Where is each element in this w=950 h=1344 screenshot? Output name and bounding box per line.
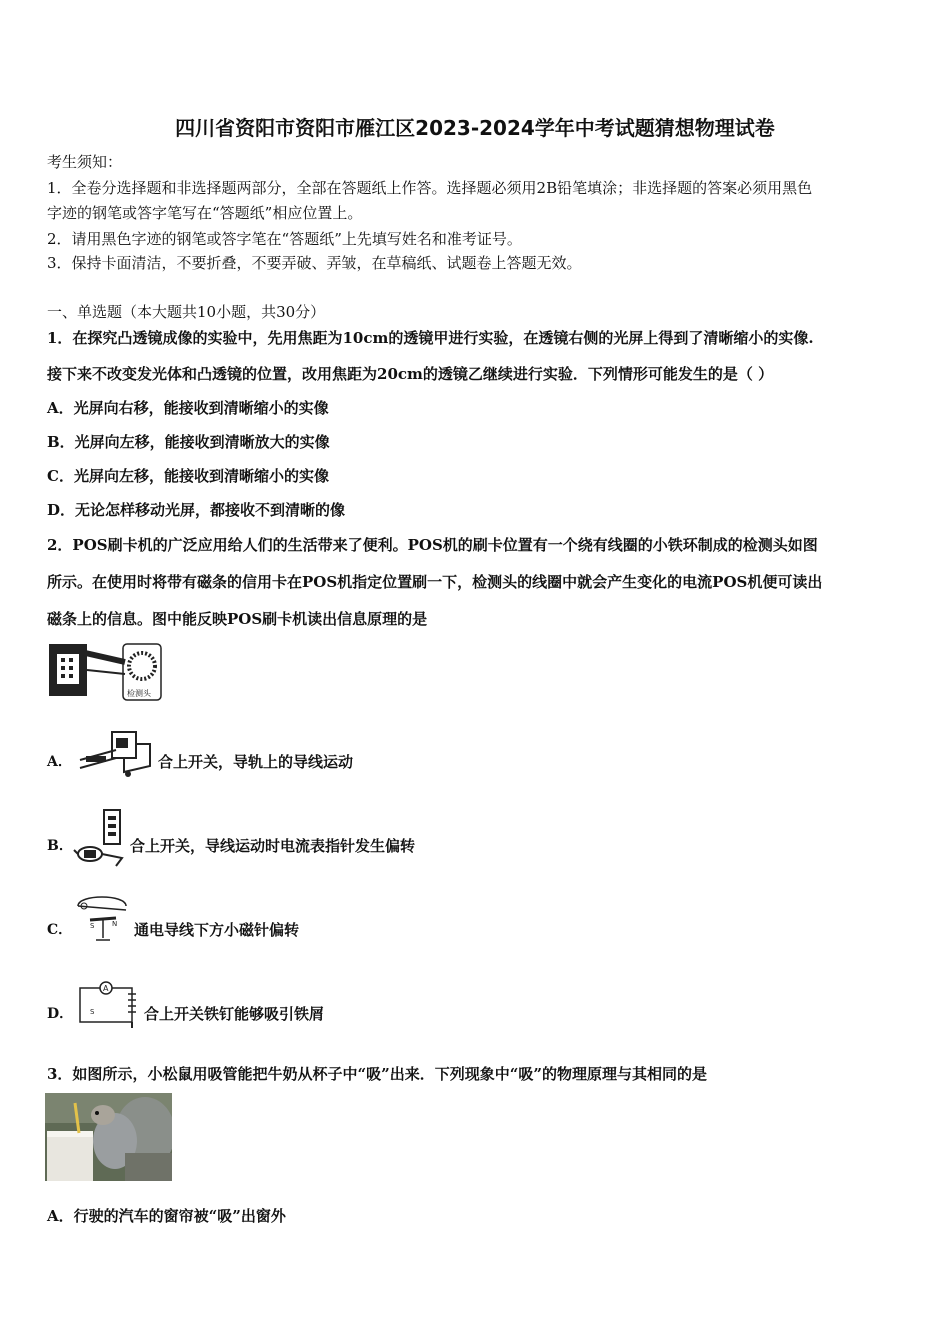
page-title: 四川省资阳市资阳市雁江区2023-2024学年中考试题猜想物理试卷 <box>175 116 775 140</box>
q2-stem: 磁条上的信息。图中能反映POS刷卡机读出信息原理的是 <box>47 610 428 628</box>
q1-stem: 1．在探究凸透镜成像的实验中，先用焦距为10cm的透镜甲进行实验，在透镜右侧的光屏上得到了清晰缩小的实像. <box>47 329 814 347</box>
svg-text:S: S <box>90 922 95 930</box>
svg-text:A: A <box>103 984 109 993</box>
pos-figure-label: 检测头 <box>127 689 151 698</box>
svg-text:N: N <box>112 920 118 928</box>
q2-stem: 2．POS刷卡机的广泛应用给人们的生活带来了便利。POS机的刷卡位置有一个绕有线圈的小铁环制成的检测头如图 <box>47 536 818 554</box>
svg-text:S: S <box>90 1008 95 1016</box>
electromagnet-figure <box>72 980 142 1030</box>
q3-option-a: A．行驶的汽车的窗帘被“吸”出窗外 <box>47 1207 286 1225</box>
q2-option-d-letter: D． <box>47 1006 74 1022</box>
q1-stem: 接下来不改变发光体和凸透镜的位置，改用焦距为20cm的透镜乙继续进行实验．下列情形可能发生的是（ ） <box>47 365 774 383</box>
section-heading: 一、单选题（本大题共10小题，共30分） <box>47 303 326 321</box>
notice-line: 2．请用黑色字迹的钢笔或答字笔在“答题纸”上先填写姓名和准考证号。 <box>47 230 522 248</box>
notice-line: 字迹的钢笔或答字笔写在“答题纸”相应位置上。 <box>47 204 363 222</box>
q2-option-a-letter: A． <box>47 754 72 770</box>
q1-option-a: A．光屏向右移，能接收到清晰缩小的实像 <box>47 399 329 417</box>
q2-option-b-text: 合上开关，导线运动时电流表指针发生偏转 <box>130 837 416 855</box>
q2-option-a-text: 合上开关，导轨上的导线运动 <box>158 753 354 771</box>
q2-option-c-text: 通电导线下方小磁针偏转 <box>134 921 300 939</box>
notice-line: 3．保持卡面清洁，不要折叠，不要弄破、弄皱，在草稿纸、试题卷上答题无效。 <box>47 254 582 272</box>
notice-heading: 考生须知： <box>47 153 123 171</box>
pos-machine-figure <box>45 640 165 704</box>
q1-option-b: B．光屏向左移，能接收到清晰放大的实像 <box>47 433 330 451</box>
q1-option-d: D．无论怎样移动光屏，都接收不到清晰的像 <box>47 501 346 519</box>
q2-option-b-letter: B． <box>47 838 73 854</box>
motor-rail-figure <box>72 726 156 782</box>
q1-option-c: C．光屏向左移，能接收到清晰缩小的实像 <box>47 467 329 485</box>
q3-stem: 3．如图所示，小松鼠用吸管能把牛奶从杯子中“吸”出来．下列现象中“吸”的物理原理与其相同的是 <box>47 1065 707 1083</box>
notice-line: 1．全卷分选择题和非选择题两部分，全部在答题纸上作答。选择题必须用2B铅笔填涂；非选择题的答案必须用黑色 <box>47 179 813 197</box>
generator-figure <box>72 806 128 872</box>
oersted-figure <box>72 892 132 946</box>
q2-option-c-letter: C． <box>47 922 73 938</box>
squirrel-milk-photo <box>45 1093 172 1181</box>
q2-option-d-text: 合上开关铁钉能够吸引铁屑 <box>144 1005 325 1023</box>
q2-stem: 所示。在使用时将带有磁条的信用卡在POS机指定位置刷一下，检测头的线圈中就会产生变化的电流POS机便可读出 <box>47 573 823 591</box>
